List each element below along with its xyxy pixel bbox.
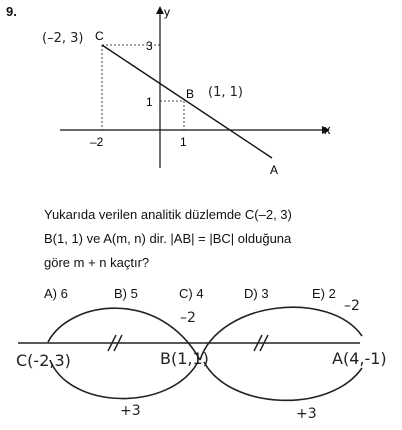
question-stem (44, 203, 384, 275)
choice-e[interactable]: E) 2 (312, 286, 336, 301)
handwritten-b-coord: (1, 1) (208, 85, 243, 100)
tick-y-3: 3 (146, 39, 153, 53)
stem-line: göre m + n kaçtır? (44, 255, 150, 270)
sketch-plus3-left: +3 (120, 403, 141, 419)
y-axis-label: y (164, 5, 170, 19)
point-c-label: C (95, 29, 104, 43)
choice-d[interactable]: D) 3 (244, 286, 269, 301)
y-axis-arrow (156, 6, 164, 14)
tick-x-neg2: –2 (90, 135, 104, 149)
choice-b[interactable]: B) 5 (114, 286, 138, 301)
point-b-label: B (186, 87, 195, 101)
x-axis-label: x (324, 122, 331, 137)
question-number: 9. (6, 4, 17, 19)
point-a-label: A (270, 163, 279, 177)
sketch-plus3-right: +3 (296, 406, 317, 422)
tick-x-1: 1 (180, 135, 187, 149)
tick-y-1: 1 (146, 95, 153, 109)
handwritten-c-coord: (–2, 3) (42, 31, 84, 46)
line-cba (102, 45, 272, 158)
sketch-minus2-left: –2 (180, 310, 196, 326)
choice-a[interactable]: A) 6 (44, 286, 68, 301)
choice-c[interactable]: C) 4 (179, 286, 204, 301)
sketch-minus2-right: –2 (344, 298, 360, 314)
answer-choices (44, 286, 384, 306)
stem-line: B(1, 1) ve A(m, n) dir. |AB| = |BC| olduğuna (44, 231, 292, 246)
sketch-a-coord: A(4,-1) (332, 349, 387, 368)
sketch-b-coord: B(1,1) (160, 349, 209, 368)
stem-line: Yukarıda verilen analitik düzlemde C(–2, 3) (44, 207, 292, 222)
sketch-c-coord: C(-2,3) (16, 351, 71, 370)
